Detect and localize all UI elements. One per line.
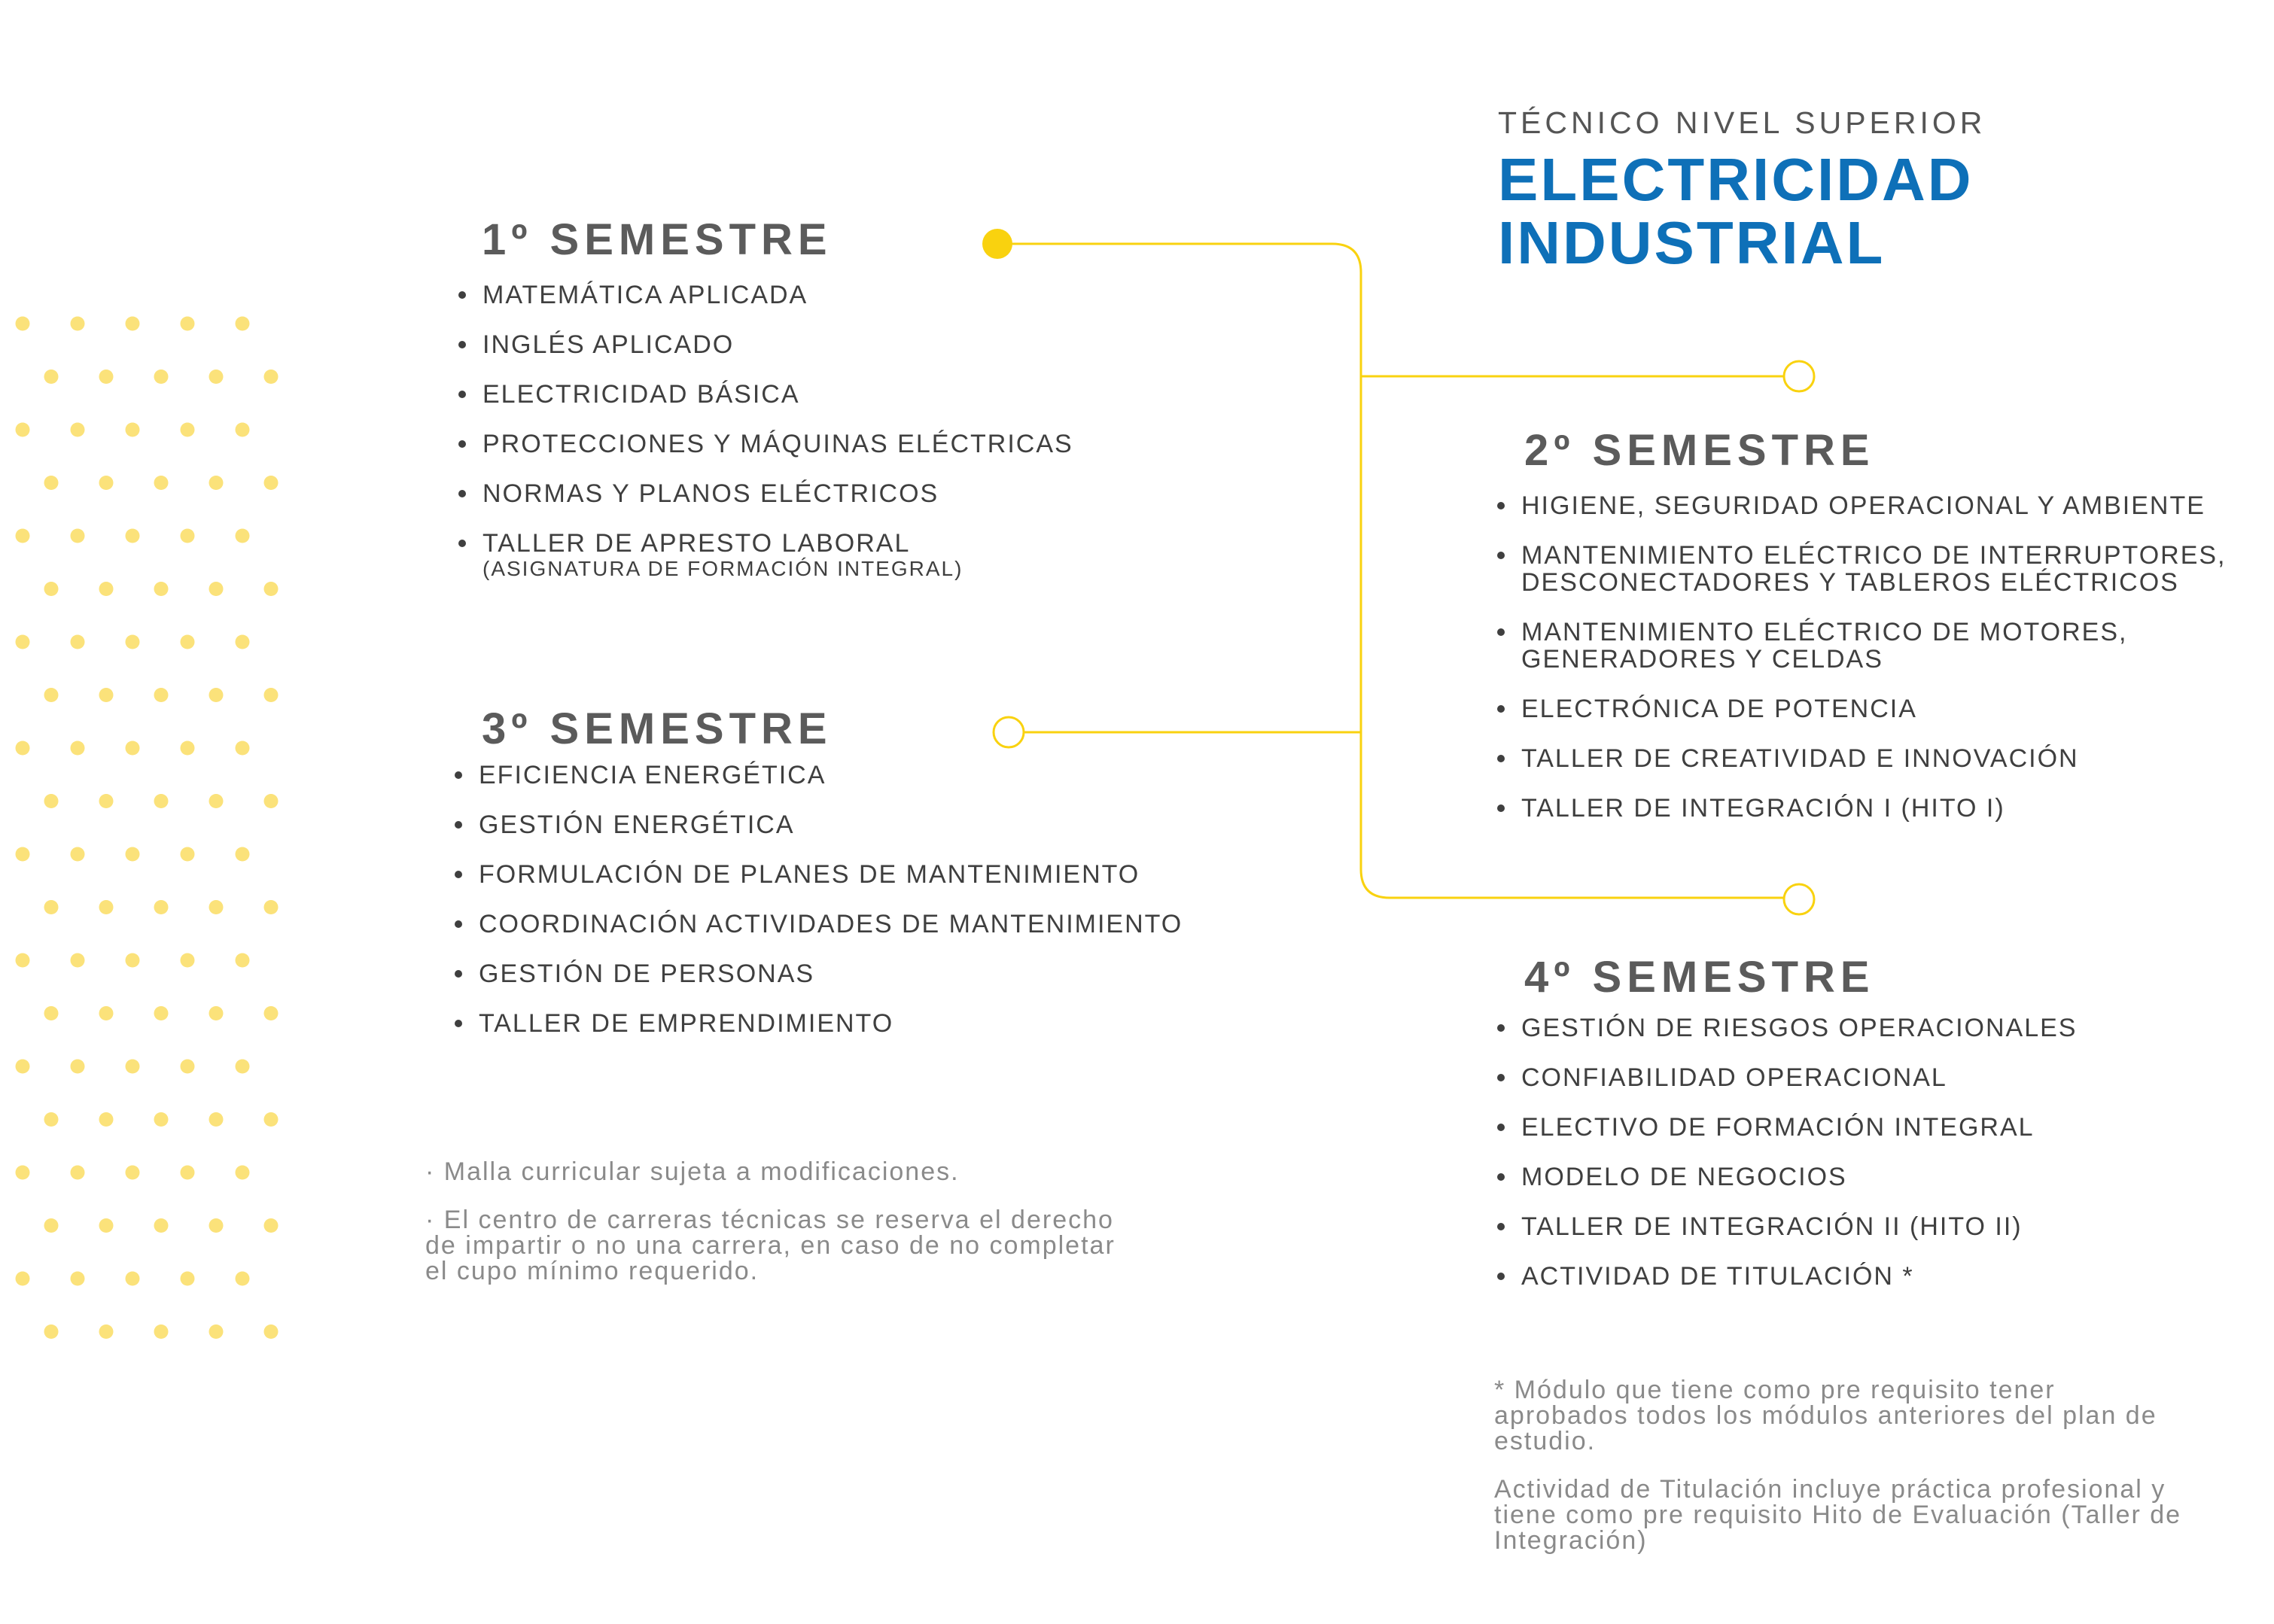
course-item <box>452 911 1183 938</box>
course-item <box>1494 745 2227 772</box>
course-label: HIGIENE, SEGURIDAD OPERACIONAL Y AMBIENTE <box>1521 491 2206 520</box>
decorative-dot <box>181 847 195 862</box>
semester-heading: 1º SEMESTRE <box>482 215 833 264</box>
decorative-dot <box>126 1166 140 1180</box>
decorative-dot <box>154 794 169 808</box>
decorative-dot <box>99 476 114 490</box>
node-sem2 <box>1784 361 1814 391</box>
decorative-dot <box>209 582 224 596</box>
course-list <box>455 281 1073 581</box>
course-item <box>1494 1114 2078 1141</box>
course-item <box>1494 492 2227 519</box>
decorative-dot <box>44 794 59 808</box>
course-label: TALLER DE APRESTO LABORAL <box>483 529 911 558</box>
decorative-dot <box>16 423 30 437</box>
course-item <box>1494 1064 2078 1091</box>
decorative-dot <box>44 476 59 490</box>
decorative-dot <box>236 635 250 649</box>
decorative-dot <box>99 582 114 596</box>
decorative-dot <box>154 1324 169 1339</box>
decorative-dot <box>209 688 224 702</box>
decorative-dot <box>44 370 59 384</box>
course-item <box>452 861 1183 888</box>
course-label: MODELO DE NEGOCIOS <box>1521 1163 1847 1191</box>
semester-2 <box>1494 425 2227 844</box>
decorative-dot <box>181 1166 195 1180</box>
course-label: MATEMÁTICA APLICADA <box>483 281 808 309</box>
course-label: EFICIENCIA ENERGÉTICA <box>479 761 826 789</box>
decorative-dot <box>264 1006 279 1020</box>
course-item <box>1494 1163 2078 1191</box>
course-item <box>452 960 1183 987</box>
decorative-dot <box>236 741 250 756</box>
decorative-dot <box>209 1006 224 1020</box>
decorative-dot <box>16 529 30 543</box>
course-item <box>1494 542 2227 596</box>
course-item <box>455 430 1073 458</box>
decorative-dot <box>126 953 140 968</box>
course-item <box>455 281 1073 309</box>
decorative-dot <box>181 423 195 437</box>
decorative-dot <box>209 1324 224 1339</box>
decorative-dot <box>71 741 85 756</box>
decorative-dot <box>154 476 169 490</box>
course-label: MANTENIMIENTO ELÉCTRICO DE MOTORES, <box>1521 618 2128 646</box>
decorative-dot <box>71 953 85 968</box>
decorative-dot <box>99 1006 114 1020</box>
course-item <box>452 762 1183 789</box>
course-item <box>1494 619 2227 673</box>
decorative-dot <box>181 529 195 543</box>
decorative-dot <box>154 1006 169 1020</box>
semester-heading: 4º SEMESTRE <box>1524 953 1875 1002</box>
decorative-dot <box>264 1324 279 1339</box>
decorative-dot-pattern <box>0 0 301 1355</box>
course-label: PROTECCIONES Y MÁQUINAS ELÉCTRICAS <box>483 430 1073 458</box>
decorative-dot <box>99 370 114 384</box>
decorative-dot <box>264 688 279 702</box>
program-title-line1: ELECTRICIDAD <box>1498 146 1974 213</box>
decorative-dot <box>209 794 224 808</box>
decorative-dot <box>181 1272 195 1286</box>
program-title <box>1498 148 1986 275</box>
node-sem4 <box>1784 884 1814 914</box>
decorative-dot <box>209 900 224 914</box>
decorative-dot <box>44 900 59 914</box>
decorative-dot <box>71 635 85 649</box>
decorative-dot <box>236 1060 250 1074</box>
decorative-dot <box>154 1218 169 1233</box>
decorative-dot <box>71 1272 85 1286</box>
course-label: TALLER DE CREATIVIDAD E INNOVACIÓN <box>1521 744 2079 773</box>
decorative-dot <box>16 741 30 756</box>
course-label: TALLER DE INTEGRACIÓN I (HITO I) <box>1521 794 2005 823</box>
course-item <box>455 381 1073 408</box>
decorative-dot <box>126 423 140 437</box>
decorative-dot <box>154 688 169 702</box>
curriculum-notes <box>425 1159 1140 1306</box>
decorative-dot <box>16 847 30 862</box>
decorative-dot <box>44 582 59 596</box>
decorative-dot <box>264 476 279 490</box>
decorative-dot <box>126 635 140 649</box>
decorative-dot <box>126 317 140 331</box>
course-label: INGLÉS APLICADO <box>483 330 735 359</box>
decorative-dot <box>126 1272 140 1286</box>
decorative-dot <box>99 900 114 914</box>
course-item <box>1494 795 2227 822</box>
course-list <box>1494 1014 2078 1290</box>
decorative-dot <box>44 1006 59 1020</box>
note-prerequisite: * Módulo que tiene como pre requisito tener aprobados todos los módulos anteriores del plan de estudio. <box>1494 1376 2157 1455</box>
decorative-dot <box>16 635 30 649</box>
course-label: MANTENIMIENTO ELÉCTRICO DE INTERRUPTORES, <box>1521 541 2227 570</box>
decorative-dot <box>181 953 195 968</box>
course-item <box>1494 1263 2078 1290</box>
course-item <box>455 530 1073 581</box>
decorative-dot <box>236 1166 250 1180</box>
decorative-dot <box>126 741 140 756</box>
note-modifications: · Malla curricular sujeta a modificaciones. <box>425 1157 960 1186</box>
course-label-line2: DESCONECTADORES Y TABLEROS ELÉCTRICOS <box>1521 568 2179 597</box>
course-label: GESTIÓN DE RIESGOS OPERACIONALES <box>1521 1014 2078 1042</box>
decorative-dot <box>71 529 85 543</box>
decorative-dot <box>236 1272 250 1286</box>
decorative-dot <box>99 794 114 808</box>
decorative-dot <box>99 1218 114 1233</box>
decorative-dot <box>236 317 250 331</box>
course-label: FORMULACIÓN DE PLANES DE MANTENIMIENTO <box>479 860 1140 889</box>
decorative-dot <box>264 1218 279 1233</box>
note-titulation-activity: Actividad de Titulación incluye práctica profesional y tiene como pre requisito Hito de Evaluación (Taller de Integración) <box>1494 1475 2182 1555</box>
decorative-dot <box>16 1166 30 1180</box>
course-label: TALLER DE EMPRENDIMIENTO <box>479 1009 894 1038</box>
decorative-dot <box>209 476 224 490</box>
decorative-dot <box>99 1112 114 1127</box>
decorative-dot <box>209 370 224 384</box>
decorative-dot <box>154 582 169 596</box>
decorative-dot <box>154 900 169 914</box>
program-title-line2: INDUSTRIAL <box>1498 209 1886 276</box>
decorative-dot <box>44 688 59 702</box>
decorative-dot <box>99 1324 114 1339</box>
decorative-dot <box>126 529 140 543</box>
course-item <box>1494 1213 2078 1240</box>
course-label-line2: GENERADORES Y CELDAS <box>1521 645 1883 674</box>
decorative-dot <box>16 317 30 331</box>
course-item <box>1494 695 2227 722</box>
course-label: ELECTRÓNICA DE POTENCIA <box>1521 695 1917 723</box>
course-label: GESTIÓN ENERGÉTICA <box>479 810 795 839</box>
course-list <box>452 762 1183 1037</box>
course-item <box>452 811 1183 838</box>
decorative-dot <box>44 1112 59 1127</box>
semester-3 <box>452 704 1183 1060</box>
semester-heading: 3º SEMESTRE <box>482 704 833 753</box>
program-level: TÉCNICO NIVEL SUPERIOR <box>1498 105 1986 140</box>
course-item <box>455 331 1073 358</box>
course-note: (ASIGNATURA DE FORMACIÓN INTEGRAL) <box>483 557 963 580</box>
course-label: NORMAS Y PLANOS ELÉCTRICOS <box>483 479 939 508</box>
decorative-dot <box>264 1112 279 1127</box>
course-item <box>452 1010 1183 1037</box>
decorative-dot <box>181 635 195 649</box>
course-item <box>1494 1014 2078 1042</box>
decorative-dot <box>71 847 85 862</box>
decorative-dot <box>16 1272 30 1286</box>
course-item <box>455 480 1073 507</box>
course-label: COORDINACIÓN ACTIVIDADES DE MANTENIMIENTO <box>479 910 1183 938</box>
semester-4 <box>1494 952 2078 1312</box>
decorative-dot <box>154 370 169 384</box>
decorative-dot <box>209 1112 224 1127</box>
decorative-dot <box>154 1112 169 1127</box>
decorative-dot <box>16 953 30 968</box>
decorative-dot <box>264 900 279 914</box>
course-label: CONFIABILIDAD OPERACIONAL <box>1521 1063 1947 1092</box>
course-label: ACTIVIDAD DE TITULACIÓN * <box>1521 1262 1914 1291</box>
decorative-dot <box>71 317 85 331</box>
decorative-dot <box>16 1060 30 1074</box>
decorative-dot <box>236 423 250 437</box>
course-label: TALLER DE INTEGRACIÓN II (HITO II) <box>1521 1212 2023 1241</box>
decorative-dot <box>71 1166 85 1180</box>
decorative-dot <box>44 1324 59 1339</box>
decorative-dot <box>126 847 140 862</box>
semester-heading: 2º SEMESTRE <box>1524 426 1875 475</box>
semester-1 <box>455 214 1073 604</box>
decorative-dot <box>209 1218 224 1233</box>
decorative-dot <box>71 423 85 437</box>
course-label: GESTIÓN DE PERSONAS <box>479 959 815 988</box>
decorative-dot <box>236 847 250 862</box>
decorative-dot <box>71 1060 85 1074</box>
note-reserve-right: · El centro de carreras técnicas se reserva el derecho de impartir o no una carrera, en caso de no completar el cupo mínimo requerido. <box>425 1206 1116 1285</box>
course-list <box>1494 492 2227 822</box>
course-label: ELECTRICIDAD BÁSICA <box>483 380 800 409</box>
decorative-dot <box>264 370 279 384</box>
decorative-dot <box>181 317 195 331</box>
decorative-dot <box>264 582 279 596</box>
course-label: ELECTIVO DE FORMACIÓN INTEGRAL <box>1521 1113 2035 1142</box>
decorative-dot <box>44 1218 59 1233</box>
titulation-notes <box>1494 1377 2194 1576</box>
decorative-dot <box>264 794 279 808</box>
decorative-dot <box>99 688 114 702</box>
decorative-dot <box>236 953 250 968</box>
decorative-dot <box>126 1060 140 1074</box>
program-header <box>1498 105 1986 275</box>
decorative-dot <box>181 741 195 756</box>
decorative-dot <box>181 1060 195 1074</box>
decorative-dot <box>236 529 250 543</box>
